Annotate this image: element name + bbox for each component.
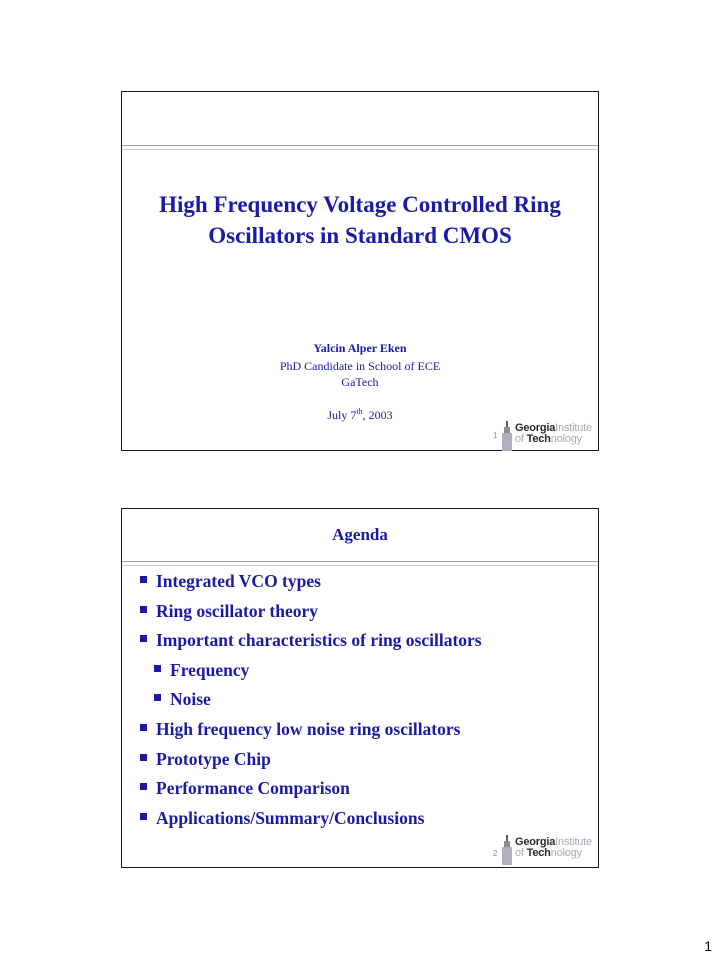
agenda-item: [154, 656, 482, 686]
slide-title: [122, 189, 598, 251]
agenda-item: [154, 685, 482, 715]
square-bullet-icon: [140, 813, 147, 820]
tech-tower-icon: [502, 835, 512, 865]
square-bullet-icon: [140, 576, 147, 583]
square-bullet-icon: [140, 783, 147, 790]
agenda-item-label: Noise: [170, 689, 211, 710]
agenda-item: [140, 626, 482, 656]
author-name: Yalcin Alper Eken: [313, 341, 407, 355]
author-institution: GaTech: [341, 375, 379, 389]
square-bullet-icon: [154, 665, 161, 672]
square-bullet-icon: [140, 754, 147, 761]
agenda-item-label: Frequency: [170, 659, 250, 680]
slide-number: 2: [493, 849, 498, 858]
slide-2: [121, 508, 599, 868]
page-number: 1: [704, 938, 712, 954]
square-bullet-icon: [140, 724, 147, 731]
square-bullet-icon: [140, 635, 147, 642]
title-line-2: Oscillators in Standard CMOS: [208, 223, 512, 248]
square-bullet-icon: [154, 694, 161, 701]
title-line-1: High Frequency Voltage Controlled Ring: [159, 192, 561, 217]
header-rule: [122, 561, 598, 562]
agenda-item-label: Important characteristics of ring oscillators: [156, 630, 482, 651]
agenda-item-label: Integrated VCO types: [156, 571, 321, 591]
tech-tower-icon: [502, 421, 512, 451]
square-bullet-icon: [140, 606, 147, 613]
agenda-item-label: Performance Comparison: [156, 778, 350, 799]
agenda-item: [140, 774, 482, 804]
agenda-item-label: Prototype Chip: [156, 748, 271, 769]
georgia-tech-logo: GeorgiaInstitute of Technology: [502, 421, 594, 451]
agenda-item: [140, 745, 482, 775]
agenda-item-label: Applications/Summary/Conclusions: [156, 807, 425, 828]
author-affiliation: PhD Candidate in School of ECE: [279, 359, 441, 373]
agenda-item: [140, 804, 482, 834]
presentation-date: July 7th, 2003: [327, 407, 393, 422]
agenda-item: [140, 597, 482, 627]
agenda-item: [140, 715, 482, 745]
agenda-item: [140, 567, 482, 597]
header-rule: [122, 145, 598, 146]
slide-1: [121, 91, 599, 451]
header-rule-secondary: [122, 565, 598, 566]
agenda-item-label: Ring oscillator theory: [156, 600, 319, 621]
agenda-title: Agenda: [332, 525, 388, 544]
agenda-list: [140, 567, 482, 833]
slide-number: 1: [493, 431, 498, 440]
georgia-tech-logo: GeorgiaInstitute of Technology: [502, 835, 594, 865]
header-rule-secondary: [122, 149, 598, 150]
agenda-item-label: High frequency low noise ring oscillators: [156, 718, 461, 739]
